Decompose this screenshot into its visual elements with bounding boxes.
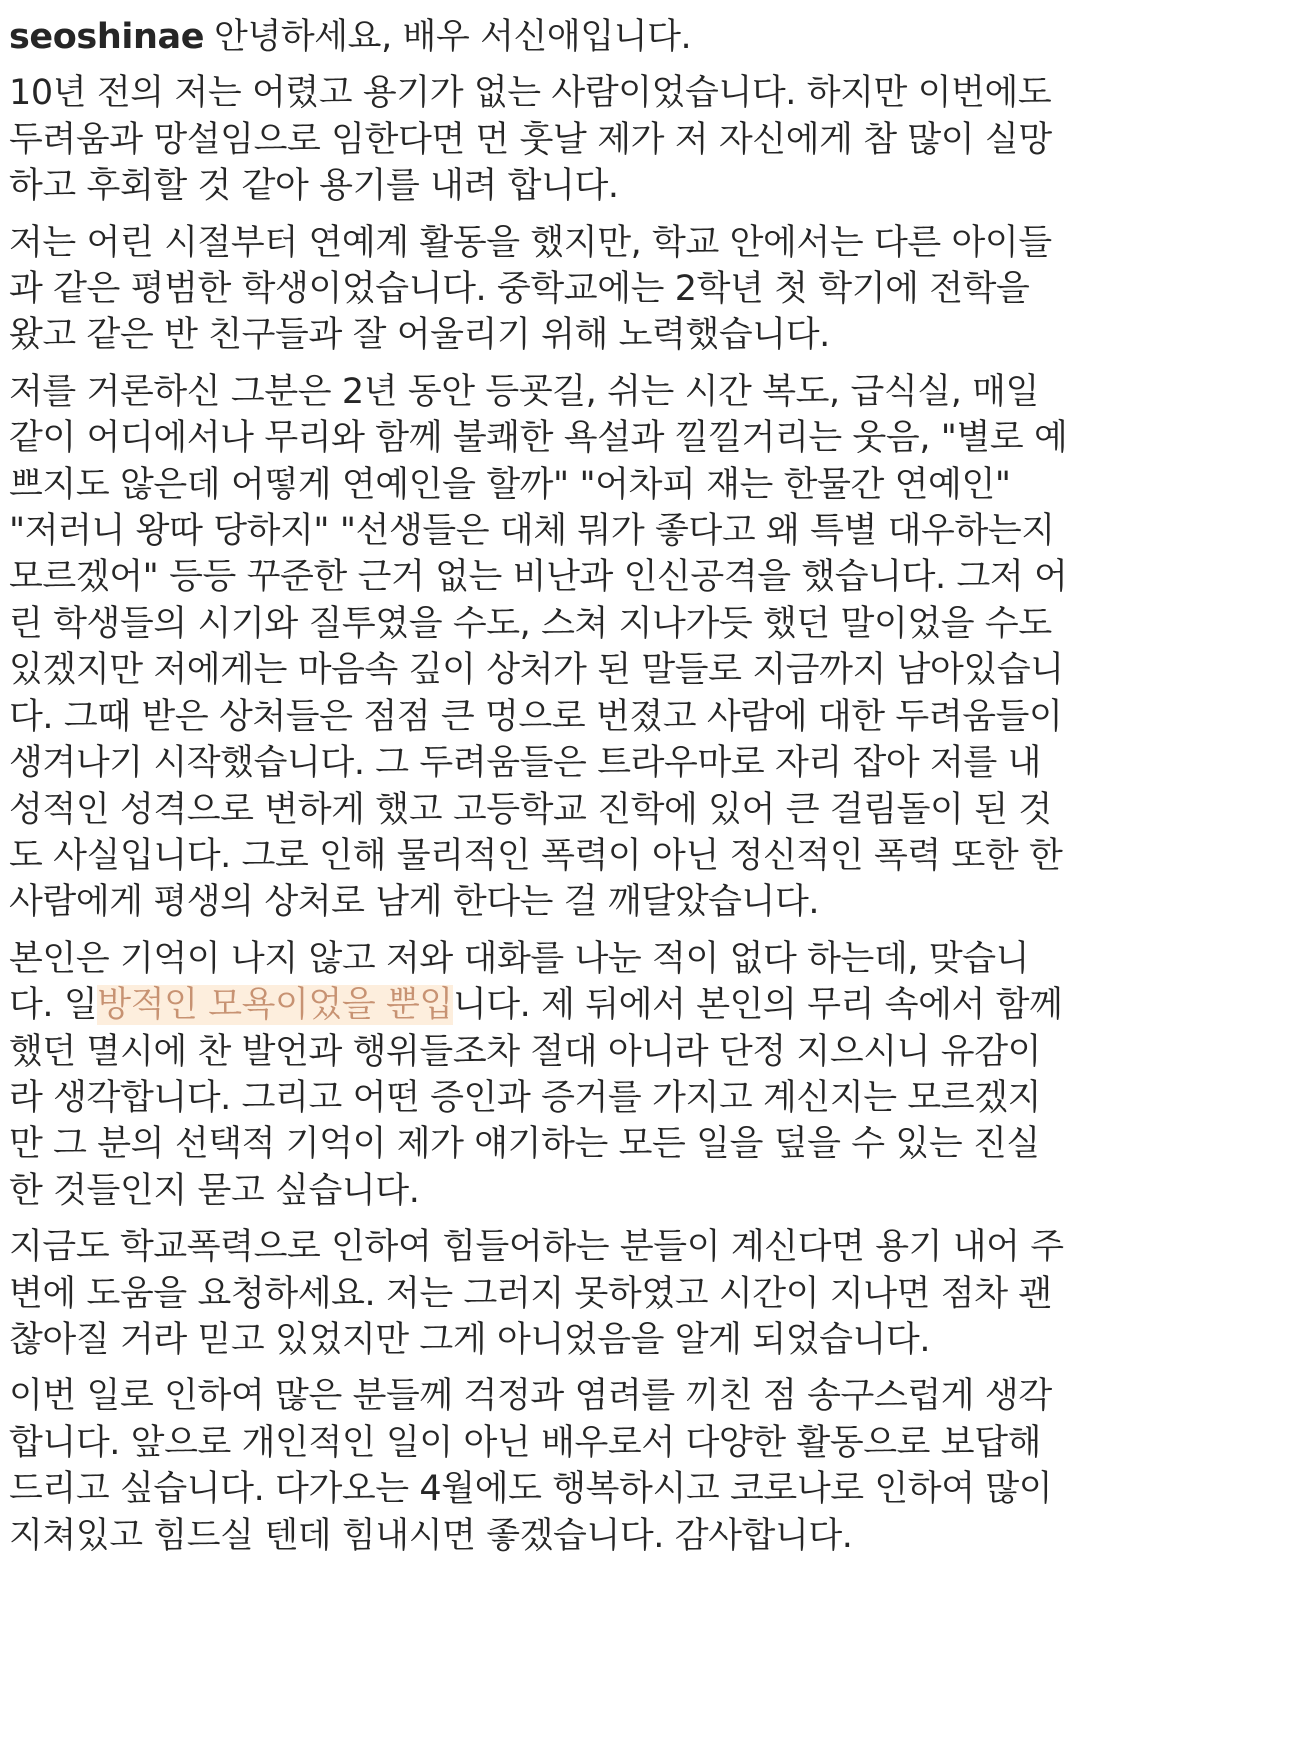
paragraph-1 — [9, 70, 1284, 209]
paragraph-6 — [9, 1373, 1284, 1559]
caption-line: 왔고 같은 반 친구들과 잘 어울리기 위해 노력했습니다. — [9, 315, 830, 356]
caption-line: 성적인 성격으로 변하게 했고 고등학교 진학에 있어 큰 걸림돌이 된 것 — [9, 789, 1052, 830]
caption-line: 찮아질 거라 믿고 있었지만 그게 아니었음을 알게 되었습니다. — [9, 1319, 931, 1360]
caption-line: 본인은 기억이 나지 않고 저와 대화를 나눈 적이 없다 하는데, 맞습니 — [9, 938, 1030, 979]
caption-line: 지금도 학교폭력으로 인하여 힘들어하는 분들이 계신다면 용기 내어 주 — [9, 1227, 1064, 1268]
caption-line: 하고 후회할 것 같아 용기를 내려 합니다. — [9, 166, 619, 207]
caption-first-line — [9, 0, 1284, 60]
caption-line: 사람에게 평생의 상처로 남게 한다는 걸 깨달았습니다. — [9, 882, 820, 923]
highlight-line-after: 니다. 제 뒤에서 본인의 무리 속에서 함께 — [452, 985, 1063, 1026]
caption-highlight-line — [9, 982, 1284, 1028]
caption-line: 만 그 분의 선택적 기억이 제가 얘기하는 모든 일을 덮을 수 있는 진실 — [9, 1124, 1040, 1165]
caption-line: 같이 어디에서나 무리와 함께 불쾌한 욕설과 낄낄거리는 웃음, "별로 예 — [9, 418, 1068, 459]
caption-line: 했던 멸시에 찬 발언과 행위들조차 절대 아니라 단정 지으시니 유감이 — [9, 1031, 1042, 1072]
caption-line: 생겨나기 시작했습니다. 그 두려움들은 트라우마로 자리 잡아 저를 내 — [9, 743, 1042, 784]
caption-line: 변에 도움을 요청하세요. 저는 그러지 못하였고 시간이 지나면 점차 괜 — [9, 1273, 1052, 1314]
caption-line: 있겠지만 저에게는 마음속 깊이 상처가 된 말들로 지금까지 남아있습니 — [9, 650, 1064, 691]
caption-line: 모르겠어" 등등 꾸준한 근거 없는 비난과 인신공격을 했습니다. 그저 어 — [9, 557, 1068, 598]
caption-line: "저러니 왕따 당하지" "선생들은 대체 뭐가 좋다고 왜 특별 대우하는지 — [9, 511, 1055, 552]
post-caption — [9, 0, 1284, 1559]
caption-line: 이번 일로 인하여 많은 분들께 걱정과 염려를 끼친 점 송구스럽게 생각 — [9, 1376, 1052, 1417]
highlighted-phrase: 방적인 모욕이었을 뿐입 — [97, 985, 453, 1026]
caption-line: 지쳐있고 힘드실 텐데 힘내시면 좋겠습니다. 감사합니다. — [9, 1515, 853, 1556]
caption-line: 드리고 싶습니다. 다가오는 4월에도 행복하시고 코로나로 인하여 많이 — [9, 1469, 1053, 1510]
caption-line: 한 것들인지 묻고 싶습니다. — [9, 1170, 420, 1211]
paragraph-2 — [9, 220, 1284, 359]
caption-line: 두려움과 망설임으로 임한다면 먼 훗날 제가 저 자신에게 참 많이 실망 — [9, 119, 1052, 160]
caption-line: 라 생각합니다. 그리고 어떤 증인과 증거를 가지고 계신지는 모르겠지 — [9, 1077, 1042, 1118]
caption-line: 린 학생들의 시기와 질투였을 수도, 스쳐 지나가듯 했던 말이었을 수도 — [9, 603, 1052, 644]
greeting-text: 안녕하세요, 배우 서신애입니다. — [214, 17, 692, 57]
caption-line: 저를 거론하신 그분은 2년 동안 등굣길, 쉬는 시간 복도, 급식실, 매일 — [9, 371, 1039, 412]
paragraph-5 — [9, 1224, 1284, 1363]
caption-line: 저는 어린 시절부터 연예계 활동을 했지만, 학교 안에서는 다른 아이들 — [9, 222, 1052, 263]
caption-line: 10년 전의 저는 어렸고 용기가 없는 사람이었습니다. 하지만 이번에도 — [9, 73, 1052, 114]
caption-line: 쁘지도 않은데 어떻게 연예인을 할까" "어차피 쟤는 한물간 연예인" — [9, 464, 1011, 505]
highlight-line-before: 다. 일 — [9, 985, 98, 1026]
caption-line: 다. 그때 받은 상처들은 점점 큰 멍으로 번졌고 사람에 대한 두려움들이 — [9, 696, 1063, 737]
paragraph-4 — [9, 936, 1284, 1214]
caption-line: 합니다. 앞으로 개인적인 일이 아닌 배우로서 다양한 활동으로 보답해 — [9, 1422, 1042, 1463]
caption-line: 과 같은 평범한 학생이었습니다. 중학교에는 2학년 첫 학기에 전학을 — [9, 269, 1030, 310]
username-link[interactable]: seoshinae — [9, 17, 205, 57]
caption-line: 도 사실입니다. 그로 인해 물리적인 폭력이 아닌 정신적인 폭력 또한 한 — [9, 835, 1063, 876]
paragraph-3 — [9, 369, 1284, 926]
